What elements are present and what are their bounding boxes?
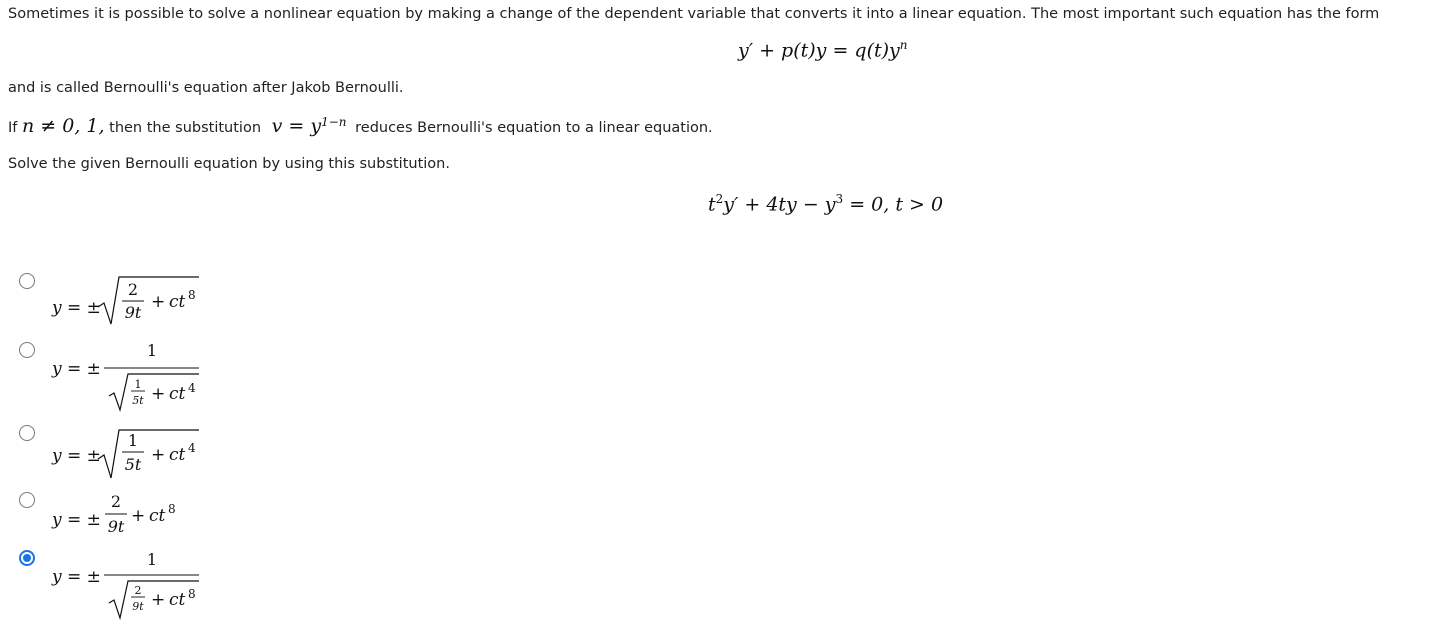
option-3-numerator: 1	[127, 431, 139, 450]
bernoulli-equation-form	[738, 38, 908, 61]
given-t-exponent: 2	[715, 192, 724, 206]
option-1-lhs: y = ±	[52, 298, 101, 318]
option-5-radio[interactable]	[19, 550, 35, 566]
option-1-exponent: 8	[188, 288, 196, 302]
option-3-radio[interactable]	[19, 425, 35, 441]
option-2-ct: ct	[169, 384, 186, 404]
option-3-ct: ct	[169, 445, 186, 465]
option-5-lhs: y = ±	[52, 567, 101, 587]
option-2-exponent: 4	[188, 381, 196, 395]
option-4-expression[interactable]	[52, 490, 212, 549]
substitution-then: then the substitution	[109, 120, 262, 136]
substitution-if: If	[8, 120, 18, 136]
option-4-numerator: 2	[110, 492, 122, 511]
option-3-exponent: 4	[188, 441, 196, 455]
option-4-lhs: y = ±	[52, 510, 101, 530]
option-1-denominator: 9t	[124, 303, 142, 322]
substitution-v: v = y	[271, 115, 322, 137]
bernoulli-form-lhs: y′ + p(t)y = q(t)y	[738, 39, 900, 62]
option-2-denominator: 5t	[132, 394, 144, 407]
option-5-denominator: 9t	[132, 600, 144, 613]
instruction-text: Solve the given Bernoulli equation by using this substitution.	[8, 156, 450, 172]
bernoulli-form-exponent: n	[899, 38, 908, 52]
option-5-ct: ct	[169, 590, 186, 610]
option-5-one: 1	[146, 550, 158, 569]
option-5-numerator: 2	[134, 584, 142, 597]
n-condition: n ≠ 0, 1,	[22, 115, 105, 137]
option-2-plus: +	[151, 384, 166, 404]
option-3-denominator: 5t	[124, 455, 142, 474]
option-2-radio[interactable]	[19, 342, 35, 358]
option-5-exponent: 8	[188, 587, 196, 601]
option-3-expression[interactable]	[52, 422, 212, 486]
option-1-plus: +	[151, 292, 166, 312]
option-4-ct: ct	[149, 506, 166, 526]
option-2-numerator: 1	[134, 378, 142, 391]
option-5-expression[interactable]	[52, 547, 212, 631]
option-2-one: 1	[146, 341, 158, 360]
option-4-radio[interactable]	[19, 492, 35, 508]
option-1-expression[interactable]	[52, 270, 212, 334]
option-1-numerator: 2	[127, 280, 139, 299]
substitution-result: reduces Bernoulli's equation to a linear equation.	[355, 120, 713, 136]
substitution-exponent: 1−n	[321, 115, 347, 130]
given-middle: y′ + 4ty − y	[723, 193, 836, 216]
substitution-sentence	[8, 115, 713, 137]
option-2-expression[interactable]	[52, 338, 212, 417]
given-y-exponent: 3	[835, 192, 844, 206]
given-equation	[708, 192, 943, 215]
option-4-exponent: 8	[168, 502, 176, 516]
given-t: t	[708, 193, 716, 216]
option-3-plus: +	[151, 445, 166, 465]
option-4-plus: +	[131, 506, 146, 526]
option-3-lhs: y = ±	[52, 446, 101, 466]
option-2-lhs: y = ±	[52, 359, 101, 379]
option-4-denominator: 9t	[107, 517, 125, 536]
given-rhs: = 0, t > 0	[843, 193, 944, 216]
bernoulli-description: and is called Bernoulli's equation after Jakob Bernoulli.	[8, 80, 404, 96]
option-1-radio[interactable]	[19, 273, 35, 289]
option-1-ct: ct	[169, 292, 186, 312]
intro-paragraph: Sometimes it is possible to solve a nonlinear equation by making a change of the dependent variable that converts it into a linear equation. The most important such equation has the form	[8, 6, 1380, 22]
option-5-plus: +	[151, 590, 166, 610]
